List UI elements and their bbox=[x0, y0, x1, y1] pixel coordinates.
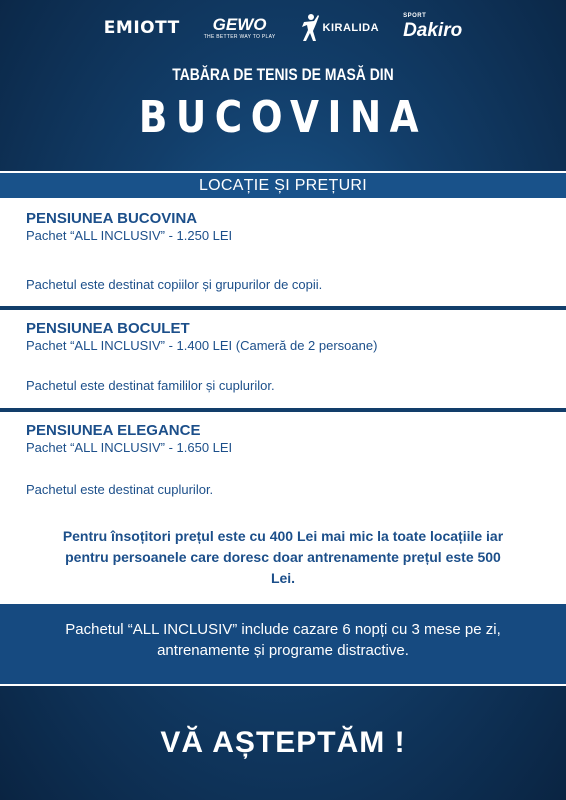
location-name: PENSIUNEA BOCULET bbox=[26, 320, 190, 337]
gewo-logo-tagline: THE BETTER WAY TO PLAY bbox=[203, 34, 276, 40]
location-name: PENSIUNEA ELEGANCE bbox=[26, 422, 201, 439]
location-description: Pachetul este destinat cuplurilor. bbox=[26, 482, 214, 497]
location-price: Pachet “ALL INCLUSIV” - 1.400 LEI (Cameră de 2 persoane) bbox=[26, 338, 378, 353]
location-description: Pachetul este destinat famililor și cuplurilor. bbox=[26, 378, 275, 393]
location-description: Pachetul este destinat copiilor și grupurilor de copii. bbox=[26, 277, 323, 292]
gewo-logo-name: GEWO bbox=[212, 15, 267, 34]
call-to-action: VĂ AȘTEPTĂM ! bbox=[160, 726, 406, 759]
package-info-band bbox=[0, 604, 566, 686]
location-name: PENSIUNEA BUCOVINA bbox=[26, 210, 198, 227]
dakiro-logo-sport: SPORT bbox=[403, 12, 427, 19]
dakiro-logo bbox=[403, 12, 463, 42]
location-card-bucovina bbox=[0, 200, 566, 306]
player-icon bbox=[300, 13, 320, 43]
location-price: Pachet “ALL INCLUSIV” - 1.250 LEI bbox=[26, 228, 233, 243]
gewo-logo bbox=[204, 16, 276, 40]
page-title: BUCOVINA bbox=[138, 92, 428, 143]
sponsor-logos bbox=[0, 8, 566, 48]
emiott-logo: EMIOTT bbox=[103, 18, 180, 38]
location-price: Pachet “ALL INCLUSIV” - 1.650 LEI bbox=[26, 440, 233, 455]
page-subtitle: TABĂRA DE TENIS DE MASĂ DIN bbox=[172, 65, 394, 84]
companion-price-note: Pentru însoțitori prețul este cu 400 Lei mai mic la toate locațiile iar pentru persoanele care doresc doar antrenamente prețul este 500 Lei. bbox=[62, 528, 504, 586]
package-info-text: Pachetul “ALL INCLUSIV” include cazare 6 nopți cu 3 mese pe zi, antrenamente și programe distractive. bbox=[65, 621, 501, 659]
kiralida-logo-name: KIRALIDA bbox=[322, 22, 380, 34]
kiralida-logo bbox=[300, 13, 380, 43]
section-label: LOCAȚIE ȘI PREȚURI bbox=[198, 177, 368, 194]
dakiro-logo-name: Dakiro bbox=[403, 19, 463, 41]
section-header bbox=[0, 171, 566, 200]
location-card-boculet bbox=[0, 310, 566, 408]
location-card-elegance bbox=[0, 412, 566, 500]
